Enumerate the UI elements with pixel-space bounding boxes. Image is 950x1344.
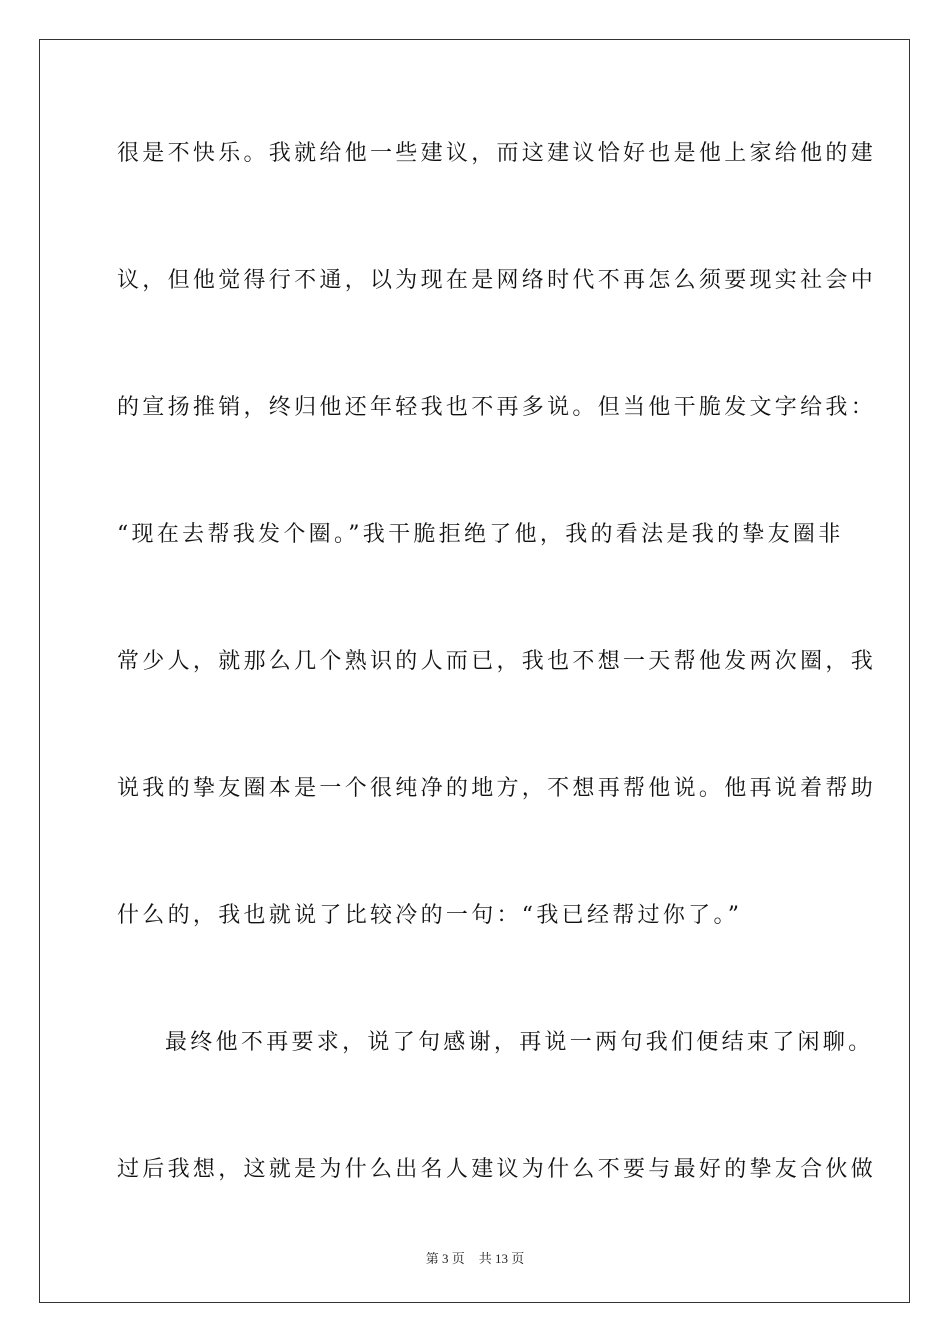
text-line: 的宣扬推销，终归他还年轻我也不再多说。但当他干脆发文字给我： [117, 395, 877, 420]
text-line: 什么的，我也就说了比较冷的一句：“我已经帮过你了。” [117, 903, 743, 928]
text-line: 很是不快乐。我就给他一些建议，而这建议恰好也是他上家给他的建 [117, 141, 877, 166]
text-line: “现在去帮我发个圈。”我干脆拒绝了他，我的看法是我的挚友圈非 [117, 522, 844, 547]
text-line: 说我的挚友圈本是一个很纯净的地方，不想再帮他说。他再说着帮助 [117, 776, 877, 801]
page-footer [0, 1248, 950, 1267]
text-line: 议，但他觉得行不通，以为现在是网络时代不再怎么须要现实社会中 [117, 268, 877, 293]
page-number: 第 3 页 [425, 1251, 465, 1266]
document-body [117, 135, 877, 1278]
text-line-indented: 最终他不再要求，说了句感谢，再说一两句我们便结束了闲聊。 [165, 1030, 874, 1055]
text-line: 过后我想，这就是为什么出名人建议为什么不要与最好的挚友合伙做 [117, 1157, 877, 1182]
text-line: 常少人，就那么几个熟识的人而已，我也不想一天帮他发两次圈，我 [117, 649, 877, 674]
total-pages: 共 13 页 [478, 1251, 525, 1266]
